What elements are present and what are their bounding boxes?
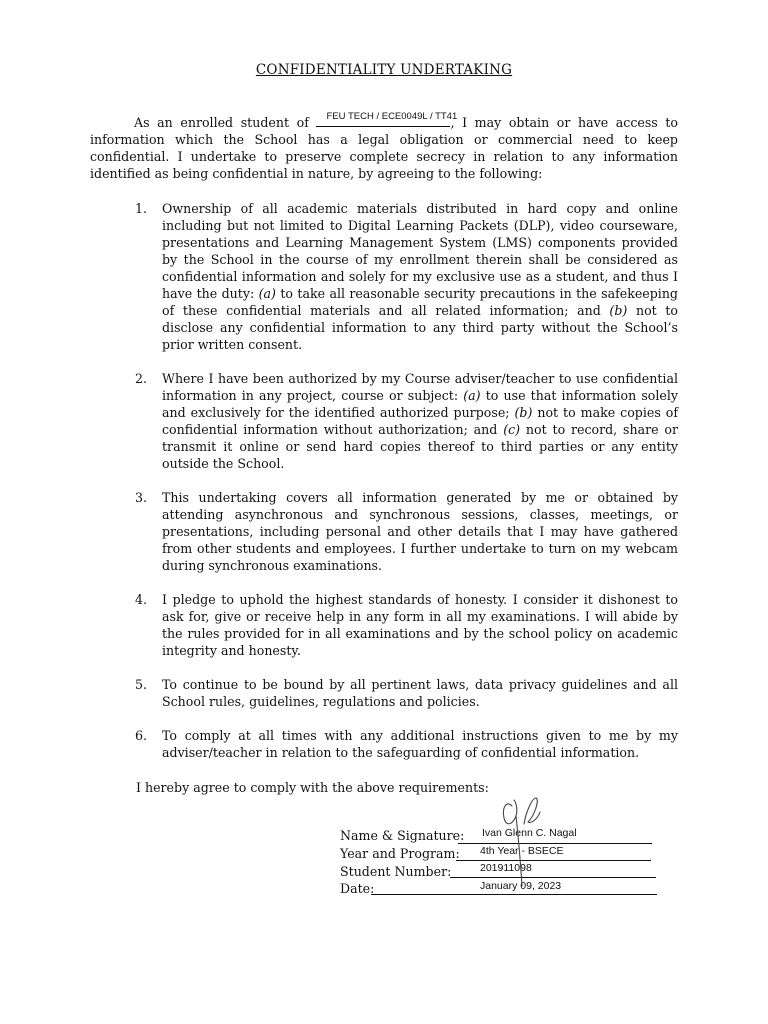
item-text-part: not to record, share or transmit it online or send hard copies thereof to third parties or any entity outside the School. [162,422,678,471]
date-value: January 09, 2023 [480,880,562,892]
list-item [90,200,678,353]
item-text-part: to use that information solely and exclusively for the identified authorized purpose; [162,388,678,420]
list-item-text [162,370,678,472]
list-item [90,370,678,472]
item-clause-marker: (b) [609,303,628,318]
date-label: Date: [340,881,375,896]
item-clause-marker: (a) [258,286,276,301]
course-blank-field [316,111,458,127]
item-clause-marker: (a) [463,388,481,403]
list-item-text: To comply at all times with any additional instructions given to me by my adviser/teacher in relation to the safeguarding of confidential information. [162,728,678,760]
item-text-part: Ownership of all academic materials distributed in hard copy and online including but not limited to Digital Learning Packets (DLP), video courseware, presentations and Learning Management System (LMS) components provided by the School in the course of my enrollment therein shall be considered as confidential information and solely for my exclusive use as a student, and thus I have the duty: [162,201,678,301]
list-item-text: To continue to be bound by all pertinent laws, data privacy guidelines and all School rules, guidelines, regulations and policies. [162,677,678,709]
list-item [90,727,678,761]
intro-text-after: , I may obtain or have access to information which the School has a legal obligation or commercial need to keep confidential. I undertake to preserve complete secrecy in relation to any information identified as being confidential in nature, by agreeing to the following: [90,115,679,181]
list-item-text: I pledge to uphold the highest standards of honesty. I consider it dishonest to ask for, give or receive help in any form in all my examinations. I will abide by the rules provided for in all examinations and by the school policy on academic integrity and honesty. [162,592,678,658]
list-item-number: 3. [135,490,148,505]
agreement-statement: I hereby agree to comply with the above requirements: [136,780,489,795]
year-program-label: Year and Program: [340,846,460,861]
list-item-number: 1. [135,201,148,216]
item-text-part: not to disclose any confidential information to any third party without the School’s prior written consent. [162,303,679,352]
list-item-number: 6. [135,728,148,743]
name-signature-label: Name & Signature: [340,828,465,843]
document-title: CONFIDENTIALITY UNDERTAKING [255,62,513,78]
item-text-part: Where I have been authorized by my Course adviser/teacher to use confidential information in any project, course or subject: [162,371,678,403]
list-item-text [162,200,678,353]
item-text-part: to take all reasonable security precautions in the safekeeping of these confidential materials and all related information; and [162,286,678,318]
intro-text-before: As an enrolled student of [134,115,317,130]
list-item [90,489,678,574]
item-clause-marker: (b) [514,405,533,420]
list-item-number: 4. [135,592,148,607]
year-program-value: 4th Year - BSECE [480,845,564,857]
date-line [371,894,657,895]
student-number-value: 201911098 [480,862,532,874]
handwritten-signature-icon [498,794,546,890]
course-blank-value: FEU TECH / ECE0049L / TT41 [326,111,458,122]
list-item [90,676,678,710]
student-number-label: Student Number: [340,864,452,879]
name-signature-value: Ivan Glenn C. Nagal [482,827,577,839]
list-item-number: 5. [135,677,148,692]
list-item-text: This undertaking covers all information generated by me or obtained by attending asynchronous and synchronous sessions, classes, meetings, or presentations, including personal and other details that I may have gathered from other students and employees. I further undertake to turn on my webcam during synchronous examinations. [162,490,678,573]
list-item-number: 2. [135,371,148,386]
year-program-line [456,860,651,861]
intro-paragraph [90,113,678,182]
list-item [90,591,678,659]
item-clause-marker: (c) [503,422,521,437]
student-number-line [450,877,656,878]
item-text-part: not to make copies of confidential information without authorization; and [162,405,678,437]
name-signature-line [458,843,652,844]
undertaking-list [90,200,678,778]
